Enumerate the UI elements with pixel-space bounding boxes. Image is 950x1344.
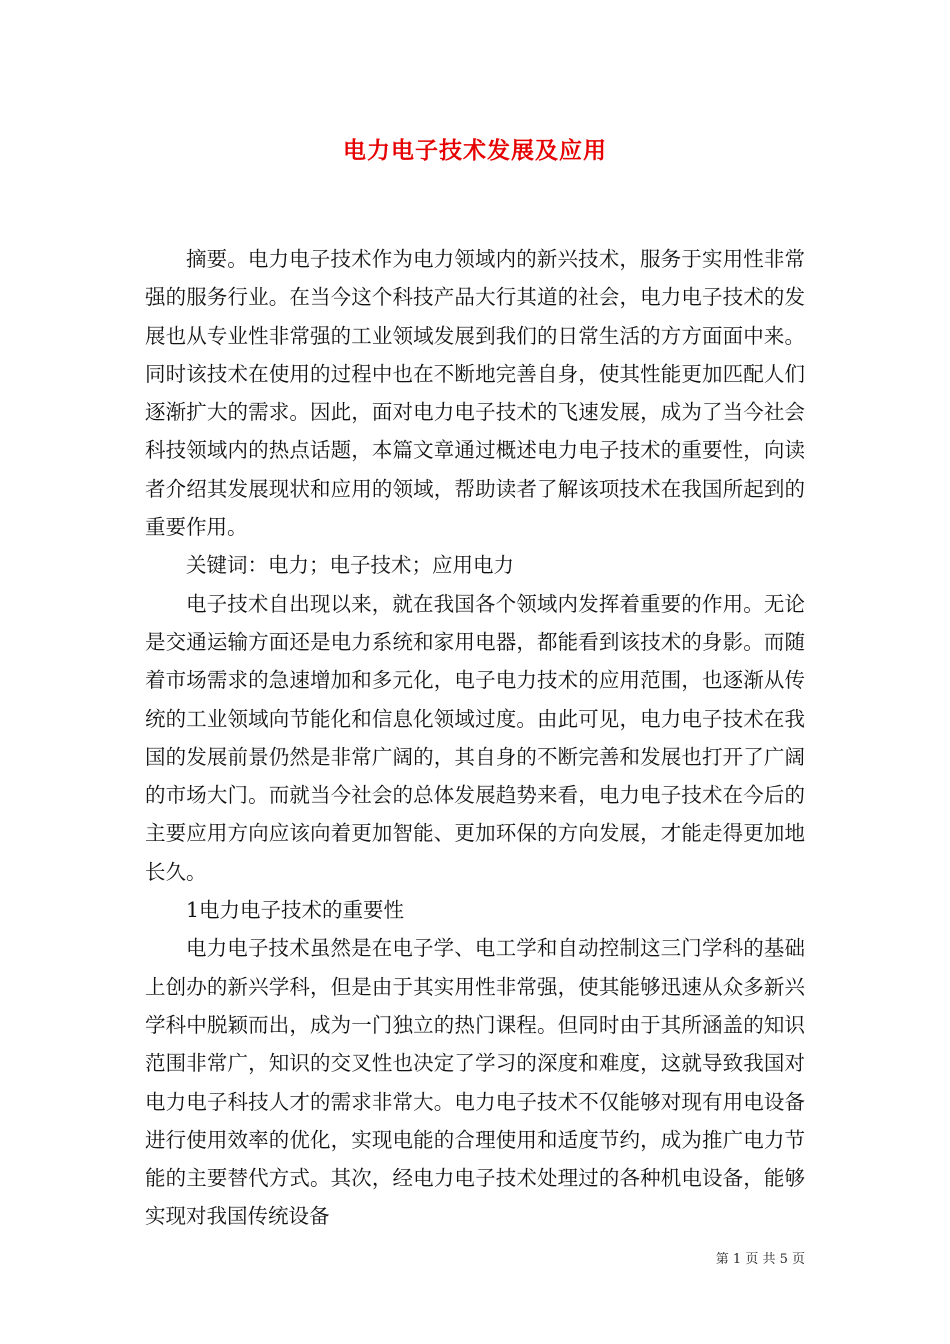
page-number-footer: 第 1 页 共 5 页: [715, 1252, 805, 1267]
paragraph-abstract: 摘要。电力电子技术作为电力领域内的新兴技术，服务于实用性非常强的服务行业。在当今这个科技产品大行其道的社会，电力电子技术的发展也从专业性非常强的工业领域发展到我们的日常生活的方方面面中来。同时该技术在使用的过程中也在不断地完善自身，使其性能更加匹配人们逐渐扩大的需求。因此，面对电力电子技术的飞速发展，成为了当今社会科技领域内的热点话题，本篇文章通过概述电力电子技术的重要性，向读者介绍其发展现状和应用的领域，帮助读者了解该项技术在我国所起到的重要作用。: [145, 247, 805, 540]
paragraph-keywords: 关键词：电力；电子技术；应用电力: [186, 553, 514, 578]
paragraph-intro: 电子技术自出现以来，就在我国各个领域内发挥着重要的作用。无论是交通运输方面还是电力系统和家用电器，都能看到该技术的身影。而随着市场需求的急速增加和多元化，电子电力技术的应用范围，也逐渐从传统的工业领域向节能化和信息化领域过度。由此可见，电力电子技术在我国的发展前景仍然是非常广阔的，其自身的不断完善和发展也打开了广阔的市场大门。而就当今社会的总体发展趋势来看，电力电子技术在今后的主要应用方向应该向着更加智能、更加环保的方向发展，才能走得更加地长久。: [145, 591, 805, 884]
document-title: 电力电子技术发展及应用: [343, 137, 607, 164]
document-body: [145, 240, 805, 1236]
paragraph-section-1: 电力电子技术虽然是在电子学、电工学和自动控制这三门学科的基础上创办的新兴学科，但是由于其实用性非常强，使其能够迅速从众多新兴学科中脱颖而出，成为一门独立的热门课程。但同时由于其所涵盖的知识范围非常广，知识的交叉性也决定了学习的深度和难度，这就导致我国对电力电子科技人才的需求非常大。电力电子技术不仅能够对现有用电设备进行使用效率的优化，实现电能的合理使用和适度节约，成为推广电力节能的主要替代方式。其次，经电力电子技术处理过的各种机电设备，能够实现对我国传统设备: [145, 936, 805, 1229]
section-heading-1: 1电力电子技术的重要性: [186, 898, 405, 923]
